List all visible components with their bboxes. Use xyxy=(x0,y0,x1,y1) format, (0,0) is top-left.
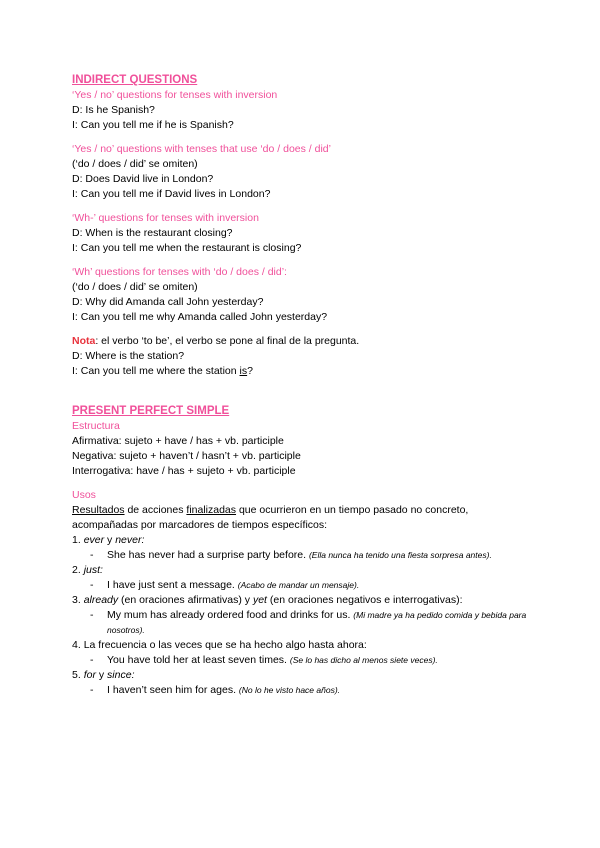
document-page xyxy=(72,72,532,698)
text-line: I: Can you tell me if he is Spanish? xyxy=(72,119,234,131)
example-translation: (Mi madre ya ha pedido comida y bebida para nosotros). xyxy=(107,610,527,635)
keyword: ever xyxy=(83,534,105,546)
text-span: : xyxy=(100,564,103,576)
text-span: I: Can you tell me where the station xyxy=(72,365,240,377)
usos-intro xyxy=(72,503,532,518)
item-number: 4. xyxy=(72,639,84,651)
subheading-usos: Usos xyxy=(72,489,96,501)
text-span: (en oraciones negativos e interrogativas): xyxy=(266,594,463,606)
example-bullet xyxy=(72,578,532,593)
keyword: yet xyxy=(252,594,267,606)
text-line: I: Can you tell me when the restaurant is closing? xyxy=(72,242,302,254)
text-line: acompañadas por marcadores de tiempos específicos: xyxy=(72,519,328,531)
dash-icon: - xyxy=(90,579,94,591)
example-translation: (Se lo has dicho al menos siete veces). xyxy=(289,655,438,665)
note-label: Nota xyxy=(72,335,96,347)
text-line: D: Why did Amanda call John yesterday? xyxy=(72,296,264,308)
example-text: I have just sent a message. xyxy=(107,579,238,591)
subheading: ‘Wh’ questions for tenses with ‘do / does / did’: xyxy=(72,266,287,278)
list-item xyxy=(72,668,532,683)
text-line: D: Is he Spanish? xyxy=(72,104,155,116)
example-translation: (Acabo de mandar un mensaje). xyxy=(237,580,360,590)
subheading: ‘Yes / no’ questions for tenses with inversion xyxy=(72,89,278,101)
underlined-word: Resultados xyxy=(72,504,125,516)
text-line: Negativa: sujeto + haven’t / hasn’t + vb. participle xyxy=(72,450,301,462)
example-translation: (Ella nunca ha tenido una fiesta sorpresa antes). xyxy=(308,550,492,560)
list-item xyxy=(72,533,532,548)
list-item xyxy=(72,638,532,653)
text-line: I: Can you tell me why Amanda called John yesterday? xyxy=(72,311,328,323)
text-span: La frecuencia o las veces que se ha hecho algo hasta ahora: xyxy=(83,639,367,651)
list-item xyxy=(72,563,532,578)
example-text: She has never had a surprise party before. xyxy=(107,549,309,561)
dash-icon: - xyxy=(90,684,94,696)
item-number: 1. xyxy=(72,534,84,546)
text-span: ? xyxy=(247,365,253,377)
text-line: (‘do / does / did’ se omiten) xyxy=(72,158,198,170)
section-title-indirect-questions: INDIRECT QUESTIONS xyxy=(72,74,198,86)
item-number: 3. xyxy=(72,594,84,606)
keyword: since xyxy=(107,669,132,681)
note-text: : el verbo ‘to be’, el verbo se pone al final de la pregunta. xyxy=(95,335,360,347)
text-span: (en oraciones afirmativas) y xyxy=(118,594,253,606)
keyword: already xyxy=(83,594,119,606)
text-line: I: Can you tell me if David lives in London? xyxy=(72,188,271,200)
example-bullet xyxy=(72,548,532,563)
dash-icon: - xyxy=(90,549,94,561)
text-line: Interrogativa: have / has + sujeto + vb. participle xyxy=(72,465,296,477)
example-bullet xyxy=(72,653,532,668)
keyword: for xyxy=(83,669,96,681)
dash-icon: - xyxy=(90,609,94,621)
text-line xyxy=(72,364,532,379)
keyword: just xyxy=(83,564,101,576)
example-text: I haven’t seen him for ages. xyxy=(107,684,239,696)
text-span: y xyxy=(104,534,116,546)
text-line: (‘do / does / did’ se omiten) xyxy=(72,281,198,293)
keyword: never xyxy=(115,534,142,546)
example-text: My mum has already ordered food and drinks for us. xyxy=(107,609,354,621)
text-span: de acciones xyxy=(124,504,187,516)
text-span: : xyxy=(131,669,135,681)
text-span: y xyxy=(95,669,108,681)
text-span: que ocurrieron en un tiempo pasado no concreto, xyxy=(236,504,469,516)
text-line: Afirmativa: sujeto + have / has + vb. participle xyxy=(72,435,284,447)
text-line: D: Where is the station? xyxy=(72,350,185,362)
example-bullet xyxy=(72,683,532,698)
list-item xyxy=(72,593,532,608)
text-line: D: Does David live in London? xyxy=(72,173,214,185)
example-bullet xyxy=(72,608,532,638)
example-text: You have told her at least seven times. xyxy=(107,654,290,666)
subheading: ‘Wh-’ questions for tenses with inversion xyxy=(72,212,259,224)
item-number: 5. xyxy=(72,669,84,681)
underlined-word: is xyxy=(239,365,248,377)
subheading: ‘Yes / no’ questions with tenses that use ‘do / does / did’ xyxy=(72,143,331,155)
dash-icon: - xyxy=(90,654,94,666)
example-translation: (No lo he visto hace años). xyxy=(238,685,341,695)
subheading-estructura: Estructura xyxy=(72,420,120,432)
text-line: D: When is the restaurant closing? xyxy=(72,227,233,239)
underlined-word: finalizadas xyxy=(186,504,237,516)
item-number: 2. xyxy=(72,564,84,576)
section-title-present-perfect: PRESENT PERFECT SIMPLE xyxy=(72,405,230,417)
note-line xyxy=(72,334,532,349)
text-span: : xyxy=(141,534,145,546)
